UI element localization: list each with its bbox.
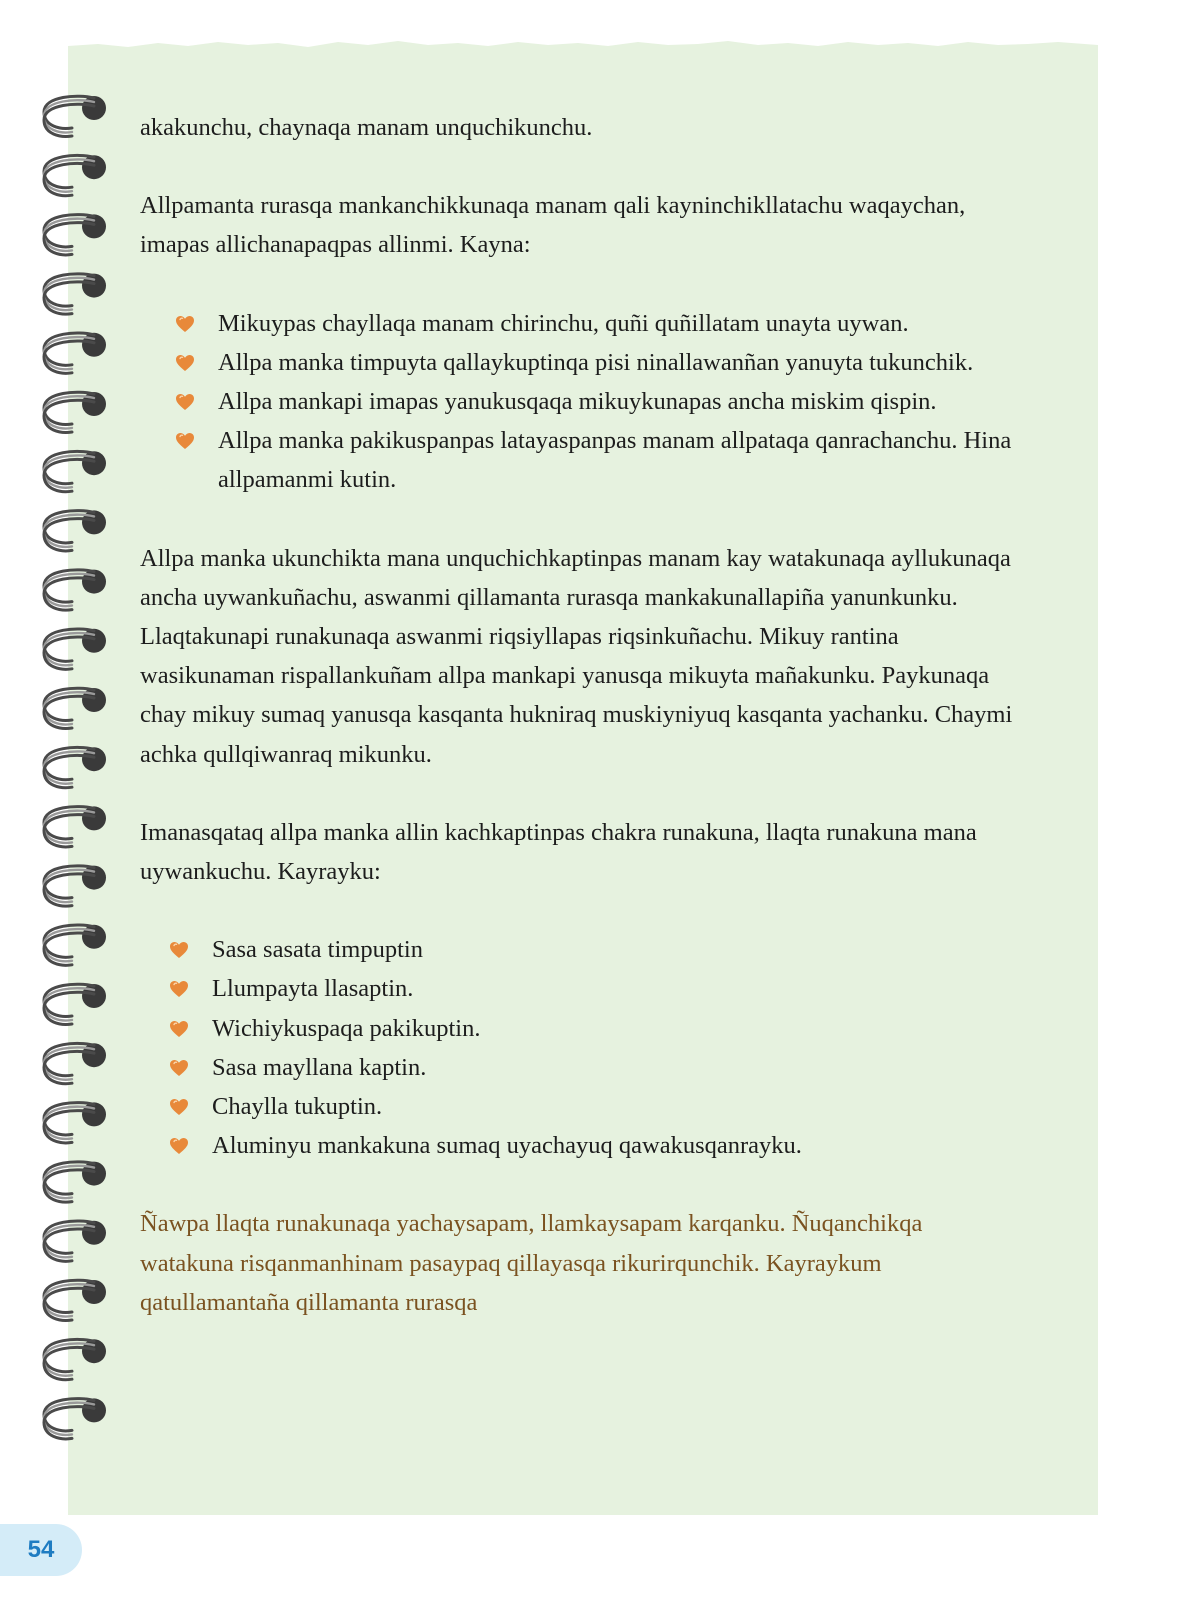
list-item: Sasa mayllana kaptin. [140,1048,1020,1087]
spiral-ring [44,984,106,1024]
heart-bullet-icon [169,1059,189,1077]
heart-bullet-icon [175,354,195,372]
spiral-ring [44,1280,106,1320]
spiral-ring [44,451,106,491]
heart-bullet-icon [169,980,189,998]
list-item: Llumpayta llasaptin. [140,969,1020,1008]
heart-bullet-icon [169,941,189,959]
paragraph-closing: Ñawpa llaqta runakunaqa yachaysapam, llamkaysapam karqanku. Ñuqanchikqa watakuna risqanmanhinam pasaypaq qillayasqa rikurirqunchik. Kayraykum qatullamantaña qillamanta rurasqa [140,1210,923,1316]
spiral-ring [44,629,106,669]
spiral-binding [38,90,118,1470]
spiral-ring [44,333,106,373]
spiral-ring [44,274,106,314]
benefits-list [140,304,1020,500]
torn-paper-edge [68,36,1098,56]
spiral-ring [44,1221,106,1261]
paragraph-intro-end: akakunchu, chaynaqa manam unquchikunchu. [140,114,593,141]
spiral-ring [44,1162,106,1202]
heart-bullet-icon [175,315,195,333]
list-item: Wichiykuspaqa pakikuptin. [140,1009,1020,1048]
spiral-ring [44,866,106,906]
spiral-ring [44,1398,106,1438]
spiral-ring [44,155,106,195]
list-item: Mikuypas chayllaqa manam chirinchu, quñi quñillatam unayta uywan. [140,304,1020,343]
list-item: Allpa manka pakikuspanpas latayaspanpas manam allpataqa qanrachanchu. Hina allpamanmi kutin. [140,421,1020,499]
page-number: 54 [27,1536,55,1563]
reasons-list [140,930,1020,1165]
list-item: Chaylla tukuptin. [140,1087,1020,1126]
heart-bullet-icon [175,393,195,411]
spiral-ring [44,1339,106,1379]
paragraph-reasons-intro: Imanasqataq allpa manka allin kachkaptinpas chakra runakuna, llaqta runakuna mana uywankuchu. Kayrayku: [140,818,977,886]
heart-bullet-icon [169,1098,189,1116]
paragraph-benefits-intro: Allpamanta rurasqa mankanchikkunaqa manam qali kayninchikllatachu waqaychan, imapas allichanapaqpas allinmi. Kayna: [140,192,966,259]
paragraph-decline: Allpa manka ukunchikta mana unquchichkaptinpas manam kay watakunaqa ayllukunaqa ancha uywankuñachu, aswanmi qillamanta rurasqa mankakunallapiña yanunkunku. Llaqtakunapi runakunaqa aswanmi riqsiyllapas riqsinkuñachu. Mikuy rantina wasikunaman rispallankuñam allpa mankapi yanusqa mikuyta mañakunku. Paykunaqa chay mikuy sumaq yanusqa kasqanta hukniraq muskiyniyuq kasqanta yachanku. Chaymi achka qullqiwanraq mikunku. [140,544,1013,768]
list-item: Aluminyu mankakuna sumaq uyachayuq qawakusqanrayku. [140,1126,1020,1165]
spiral-ring [44,1043,106,1083]
heart-bullet-icon [169,1020,189,1038]
list-item: Allpa manka timpuyta qallaykuptinqa pisi ninallawanñan yanuyta tukunchik. [140,343,1020,382]
page-content [140,108,1020,1322]
spiral-ring [44,392,106,432]
spiral-ring [44,214,106,254]
spiral-ring [44,510,106,550]
spiral-ring [44,570,106,610]
spiral-ring [44,806,106,846]
list-item: Sasa sasata timpuptin [140,930,1020,969]
heart-bullet-icon [169,1137,189,1155]
spiral-ring [44,1102,106,1142]
spiral-ring [44,925,106,965]
spiral-ring [44,688,106,728]
spiral-ring [44,747,106,787]
page-number-badge [0,1524,82,1576]
list-item: Allpa mankapi imapas yanukusqaqa mikuykunapas ancha miskim qispin. [140,382,1020,421]
spiral-ring [44,96,106,136]
heart-bullet-icon [175,432,195,450]
